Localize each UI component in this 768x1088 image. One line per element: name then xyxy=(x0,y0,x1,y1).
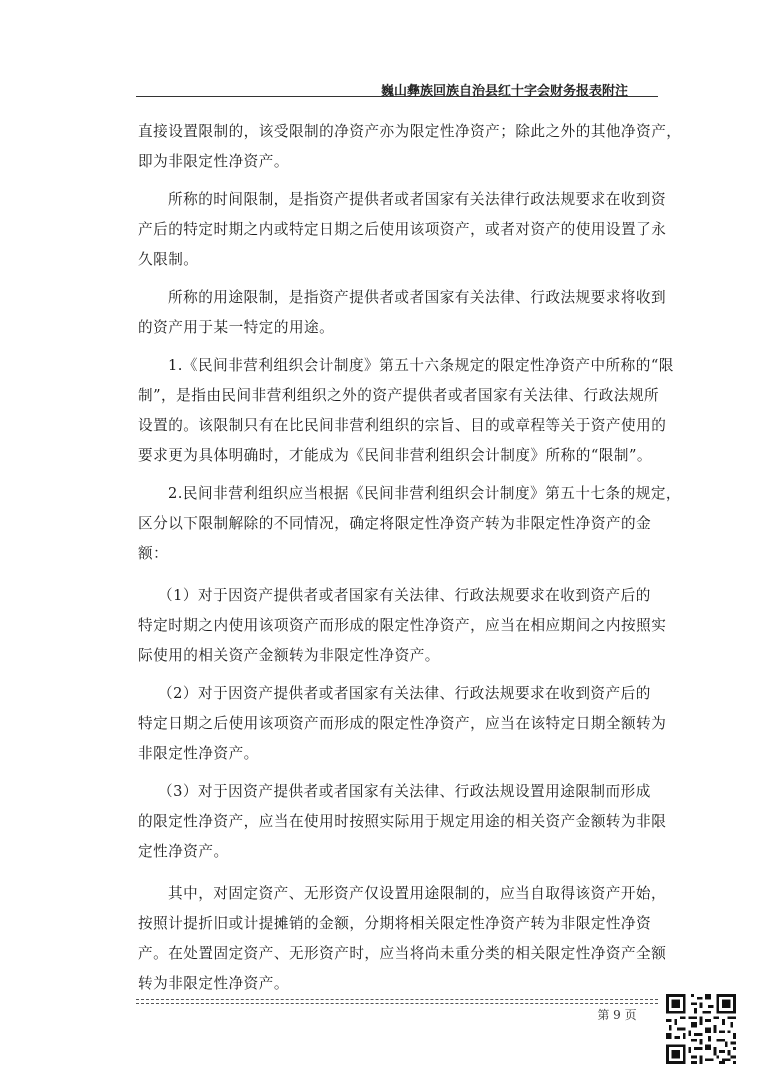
paragraph-line: 定性净资产。 xyxy=(138,843,229,860)
paragraph-line: 其中，对固定资产、无形资产仅设置用途限制的，应当自取得该资产开始， xyxy=(168,885,667,902)
body-text xyxy=(138,117,682,999)
paragraph-line: 际使用的相关资产金额转为非限定性净资产。 xyxy=(138,647,440,664)
paragraph-line: 制”，是指由民间非营利组织之外的资产提供者或者国家有关法律、行政法规所 xyxy=(138,387,660,404)
paragraph-line: 所称的用途限制，是指资产提供者或者国家有关法律、行政法规要求将收到 xyxy=(168,289,667,306)
paragraph-line: 特定日期之后使用该项资产而形成的限定性净资产，应当在该特定日期全额转为 xyxy=(138,715,667,732)
paragraph-line: 非限定性净资产。 xyxy=(138,745,259,762)
paragraph-line: 久限制。 xyxy=(138,251,199,268)
paragraph-line: 即为非限定性净资产。 xyxy=(138,153,289,170)
paragraph-line: （3）对于因资产提供者或者国家有关法律、行政法规设置用途限制而形成 xyxy=(158,783,651,800)
page-number: 第 9 页 xyxy=(597,1008,637,1022)
page-header-title: 巍山彝族回族自治县红十字会财务报表附注 xyxy=(380,84,628,99)
paragraph-line: 转为非限定性净资产。 xyxy=(138,975,289,992)
footer-rule-bottom xyxy=(136,1003,658,1004)
paragraph-line: 产。在处置固定资产、无形资产时，应当将尚未重分类的相关限定性净资产全额 xyxy=(138,945,667,962)
paragraph-line: 所称的时间限制，是指资产提供者或者国家有关法律行政法规要求在收到资 xyxy=(168,191,667,208)
footer-rule-top xyxy=(136,999,658,1000)
paragraph-line: 2.民间非营利组织应当根据《民间非营利组织会计制度》第五十七条的规定， xyxy=(168,485,682,502)
paragraph-line: 的限定性净资产，应当在使用时按照实际用于规定用途的相关资产金额转为非限 xyxy=(138,813,667,830)
paragraph-line: 按照计提折旧或计提摊销的金额，分期将相关限定性净资产转为非限定性净资 xyxy=(138,915,652,932)
paragraph-line: 额： xyxy=(138,545,169,562)
paragraph-line: 要求更为具体明确时，才能成为《民间非营利组织会计制度》所称的“限制”。 xyxy=(138,447,653,464)
paragraph-line: 直接设置限制的，该受限制的净资产亦为限定性净资产；除此之外的其他净资产， xyxy=(138,123,682,140)
paragraph-line: 的资产用于某一特定的用途。 xyxy=(138,319,335,336)
paragraph-line: 区分以下限制解除的不同情况，确定将限定性净资产转为非限定性净资产的金 xyxy=(138,515,652,532)
paragraph-line: 特定时期之内使用该项资产而形成的限定性净资产，应当在相应期间之内按照实 xyxy=(138,617,667,634)
paragraph-line: 1.《民间非营利组织会计制度》第五十六条规定的限定性净资产中所称的“限 xyxy=(168,357,674,374)
header-rule xyxy=(136,96,658,97)
qr-code-icon xyxy=(666,994,736,1064)
paragraph-line: 产后的特定时期之内或特定日期之后使用该项资产，或者对资产的使用设置了永 xyxy=(138,221,667,238)
paragraph-line: 设置的。该限制只有在比民间非营利组织的宗旨、目的或章程等关于资产使用的 xyxy=(138,417,667,434)
paragraph-line: （1）对于因资产提供者或者国家有关法律、行政法规要求在收到资产后的 xyxy=(158,587,651,604)
paragraph-line: （2）对于因资产提供者或者国家有关法律、行政法规要求在收到资产后的 xyxy=(158,685,651,702)
